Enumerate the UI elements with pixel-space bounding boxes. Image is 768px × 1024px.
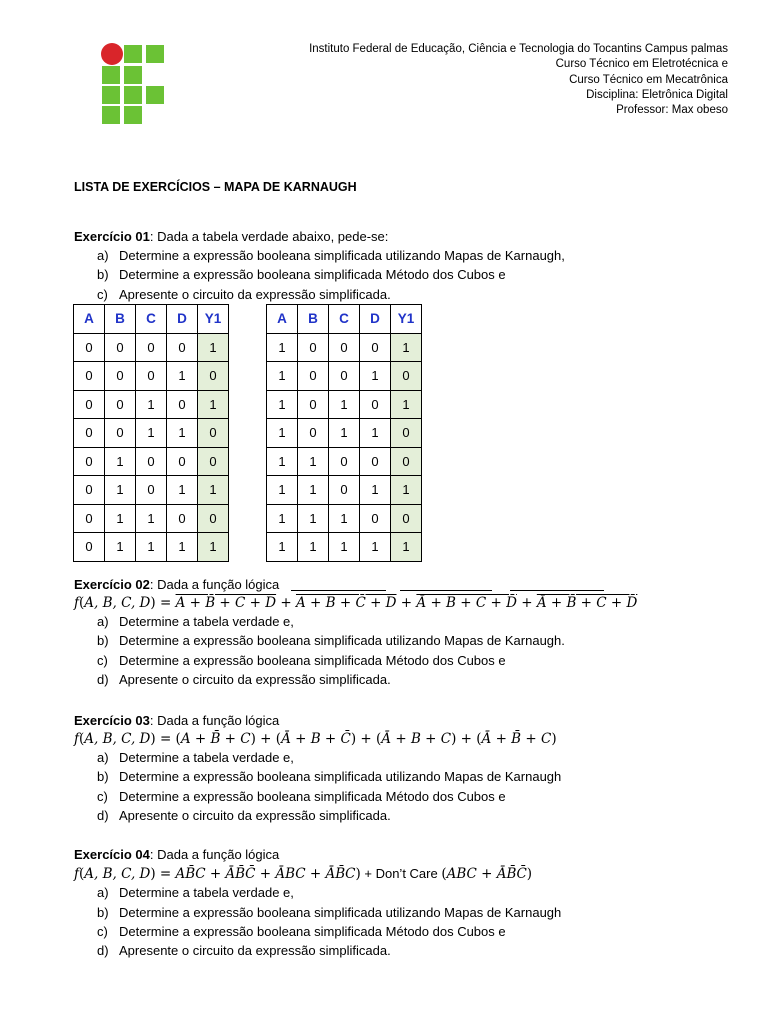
dont-care-label: + Don’t Care [360,866,442,882]
column-header: Y1 [198,305,229,334]
item-letter: a) [97,248,109,264]
table-row [267,447,422,476]
truth-table-left [73,304,229,562]
item-letter: a) [97,750,109,766]
list-item [74,748,754,767]
table-row [74,504,229,533]
table-row [267,419,422,448]
output-cell: 0 [391,504,422,533]
exercise-intro: : Dada a função lógica [149,577,280,592]
logo-square [124,45,142,63]
list-item [74,651,754,670]
item-text: Apresente o circuito da expressão simplificada. [119,943,391,959]
column-header: C [329,305,360,334]
input-cell: 1 [298,447,329,476]
input-cell: 0 [136,447,167,476]
item-letter: c) [97,788,108,804]
column-header: D [167,305,198,334]
output-cell: 0 [391,362,422,391]
column-header: Y1 [391,305,422,334]
input-cell: 0 [74,447,105,476]
exercise-03 [74,711,754,825]
input-cell: 1 [360,362,391,391]
input-cell: 1 [105,504,136,533]
item-letter: d) [97,671,109,687]
column-header: A [74,305,105,334]
input-cell: 0 [298,390,329,419]
table-row [267,390,422,419]
item-text: Determine a expressão booleana simplificada Método dos Cubos e [119,923,506,939]
item-letter: d) [97,943,109,959]
item-text: Determine a expressão booleana simplificada utilizando Mapas de Karnaugh, [119,248,565,264]
table-row [74,333,229,362]
item-text: Determine a expressão booleana simplificada utilizando Mapas de Karnaugh. [119,633,565,649]
output-cell: 1 [198,476,229,505]
output-cell: 1 [391,390,422,419]
item-letter: b) [97,769,109,785]
output-cell: 1 [198,390,229,419]
table-row [267,362,422,391]
item-letter: d) [97,807,109,823]
input-cell: 0 [167,333,198,362]
output-cell: 0 [198,504,229,533]
input-cell: 1 [105,476,136,505]
input-cell: 0 [74,504,105,533]
table-row [267,504,422,533]
input-cell: 1 [136,533,167,562]
exercise-heading [74,227,754,246]
item-text: Determine a expressão booleana simplificada Método dos Cubos e [119,652,506,668]
exercise-heading [74,845,754,864]
input-cell: 0 [298,333,329,362]
output-cell: 1 [198,333,229,362]
list-item [74,787,754,806]
logo-square [124,86,142,104]
exercise-label: Exercício 01 [74,229,150,244]
table-row [267,333,422,362]
output-cell: 0 [198,362,229,391]
column-header: B [298,305,329,334]
list-item [74,903,754,922]
task-list [74,246,754,304]
input-cell: 1 [267,362,298,391]
document-title: LISTA DE EXERCÍCIOS – MAPA DE KARNAUGH [74,180,357,194]
list-item [74,631,754,650]
output-cell: 0 [198,447,229,476]
item-letter: a) [97,614,109,630]
input-cell: 0 [329,447,360,476]
list-item [74,883,754,902]
input-cell: 0 [360,504,391,533]
table-header-row [267,305,422,334]
input-cell: 1 [298,476,329,505]
input-cell: 0 [360,390,391,419]
input-cell: 1 [267,419,298,448]
document-header [309,42,728,118]
input-cell: 1 [167,419,198,448]
task-list [74,883,754,960]
exercise-intro: : Dada a função lógica [149,847,280,862]
output-cell: 1 [391,333,422,362]
input-cell: 0 [74,333,105,362]
list-item [74,806,754,825]
input-cell: 1 [267,333,298,362]
input-cell: 1 [267,533,298,562]
logo-square [146,86,164,104]
output-cell: 1 [391,533,422,562]
input-cell: 0 [74,390,105,419]
output-cell: 0 [198,419,229,448]
table-row [74,533,229,562]
input-cell: 1 [136,504,167,533]
item-letter: b) [97,633,109,649]
input-cell: 0 [105,419,136,448]
list-item [74,767,754,786]
header-institute: Instituto Federal de Educação, Ciência e Tecnologia do Tocantins Campus palmas [309,43,728,55]
list-item [74,922,754,941]
column-header: B [105,305,136,334]
input-cell: 1 [267,476,298,505]
input-cell: 1 [267,504,298,533]
header-course-2: Curso Técnico em Mecatrônica [569,73,728,86]
input-cell: 0 [136,362,167,391]
item-letter: c) [97,652,108,668]
logo-square [146,45,164,63]
exercise-04 [74,845,754,960]
item-letter: b) [97,904,109,920]
input-cell: 0 [74,419,105,448]
column-header: A [267,305,298,334]
exercise-heading [74,711,754,730]
output-cell: 0 [391,419,422,448]
input-cell: 0 [136,333,167,362]
input-cell: 1 [136,390,167,419]
list-item [74,285,754,304]
input-cell: 0 [74,533,105,562]
task-list [74,612,754,689]
table-row [74,476,229,505]
list-item [74,941,754,960]
item-text: Determine a expressão booleana simplificada Método dos Cubos e [119,267,506,283]
logic-function-02: f(A, B, C, D) = A + B̄ + C + D + A + B + C̄ + D + Ā + B + C + D̄ + Ā + B̄ + C + D̄ [74,595,638,612]
item-text: Determine a tabela verdade e, [119,885,294,901]
input-cell: 1 [167,362,198,391]
input-cell: 0 [105,362,136,391]
underline-mark [400,580,492,591]
item-letter: c) [97,286,108,302]
input-cell: 0 [105,390,136,419]
table-row [74,362,229,391]
exercise-label: Exercício 03 [74,713,150,728]
underline-mark [291,580,386,591]
institute-logo [101,43,165,123]
input-cell: 1 [360,419,391,448]
header-course-1: Curso Técnico em Eletrotécnica e [555,58,728,71]
input-cell: 0 [74,362,105,391]
input-cell: 0 [298,362,329,391]
logo-square [102,66,120,84]
exercise-01 [74,227,754,304]
input-cell: 0 [329,476,360,505]
exercise-label: Exercício 04 [74,847,150,862]
input-cell: 0 [360,447,391,476]
input-cell: 1 [136,419,167,448]
exercise-intro: : Dada a função lógica [149,713,280,728]
logo-square [124,66,142,84]
input-cell: 1 [167,476,198,505]
exercise-heading [74,575,754,594]
input-cell: 1 [329,390,360,419]
logic-function-03: f(A, B, C, D) = (A + B̄ + C) + (Ā + B + C̄) + (Ā + B + C) + (Ā + B̄ + C) [74,731,557,748]
logic-function-04: f(A, B, C, D) = AB̄C + ĀB̄C̄ + ĀBC + ĀB̄C) + Don’t Care (ABC + ĀB̄C̄) [74,866,533,883]
table-row [267,533,422,562]
input-cell: 0 [329,362,360,391]
item-text: Determine a expressão booleana simplificada Método dos Cubos e [119,788,506,804]
item-text: Apresente o circuito da expressão simplificada. [119,286,391,302]
output-cell: 1 [198,533,229,562]
item-letter: b) [97,267,109,283]
table-row [267,476,422,505]
table-row [74,419,229,448]
input-cell: 0 [136,476,167,505]
input-cell: 1 [267,390,298,419]
item-text: Determine a expressão booleana simplificada utilizando Mapas de Karnaugh [119,769,562,785]
input-cell: 1 [329,533,360,562]
input-cell: 1 [105,533,136,562]
list-item [74,612,754,631]
input-cell: 0 [298,419,329,448]
item-letter: a) [97,885,109,901]
list-item [74,265,754,284]
table-header-row [74,305,229,334]
input-cell: 0 [360,333,391,362]
input-cell: 1 [298,504,329,533]
list-item [74,670,754,689]
item-text: Determine a tabela verdade e, [119,750,294,766]
task-list [74,748,754,825]
exercise-label: Exercício 02 [74,577,150,592]
exercise-02 [74,575,754,689]
item-text: Determine a expressão booleana simplificada utilizando Mapas de Karnaugh [119,904,562,920]
table-row [74,390,229,419]
input-cell: 1 [298,533,329,562]
item-text: Apresente o circuito da expressão simplificada. [119,807,391,823]
input-cell: 1 [329,419,360,448]
input-cell: 1 [167,533,198,562]
logo-square [102,106,120,124]
input-cell: 1 [329,504,360,533]
logo-red-dot [101,43,123,65]
input-cell: 0 [105,333,136,362]
input-cell: 1 [360,476,391,505]
input-cell: 0 [167,504,198,533]
underline-mark [510,580,604,591]
input-cell: 1 [267,447,298,476]
exercise-intro: : Dada a tabela verdade abaixo, pede-se: [149,229,389,244]
list-item [74,246,754,265]
column-header: D [360,305,391,334]
table-row [74,447,229,476]
header-discipline: Disciplina: Eletrônica Digital [586,88,728,101]
truth-table-right [266,304,422,562]
item-text: Apresente o circuito da expressão simplificada. [119,671,391,687]
item-text: Determine a tabela verdade e, [119,614,294,630]
header-professor: Professor: Max obeso [616,104,728,117]
logo-square [102,86,120,104]
logo-square [124,106,142,124]
input-cell: 0 [74,476,105,505]
item-letter: c) [97,923,108,939]
output-cell: 1 [391,476,422,505]
output-cell: 0 [391,447,422,476]
input-cell: 0 [329,333,360,362]
input-cell: 1 [360,533,391,562]
input-cell: 0 [167,447,198,476]
input-cell: 0 [167,390,198,419]
column-header: C [136,305,167,334]
input-cell: 1 [105,447,136,476]
